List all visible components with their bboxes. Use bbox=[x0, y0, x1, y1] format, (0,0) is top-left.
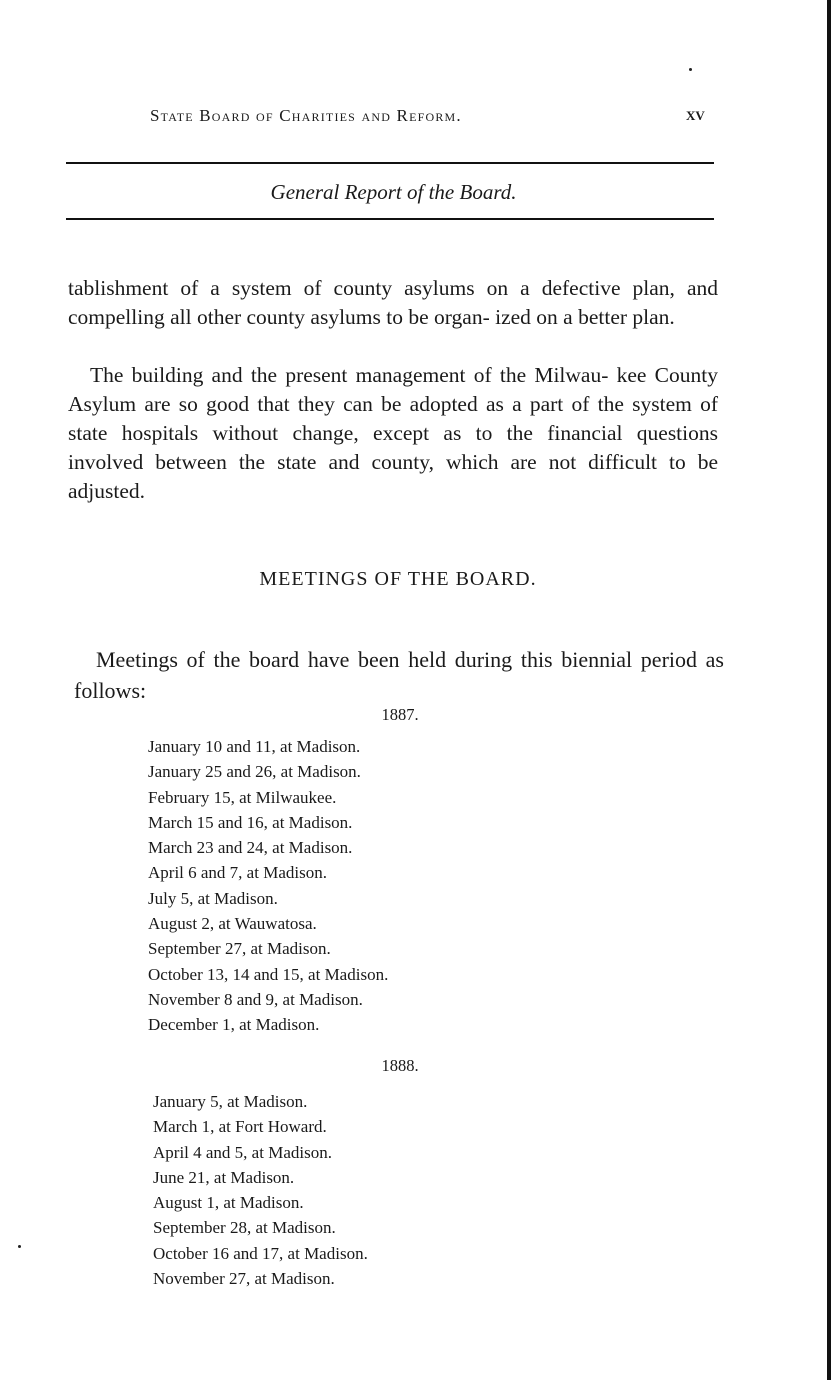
meeting-entry: July 5, at Madison. bbox=[148, 888, 278, 908]
meeting-entry: January 5, at Madison. bbox=[153, 1092, 308, 1111]
meeting-entry: August 2, at Wauwatosa. bbox=[148, 914, 317, 934]
body-paragraph: tablishment of a system of county asylums on a defective plan, and compelling all other county asylums to be organ- ized on a better plan. bbox=[68, 275, 718, 329]
meetings-heading: MEETINGS OF THE BOARD. bbox=[259, 568, 537, 590]
meeting-entry: March 15 and 16, at Madison. bbox=[148, 812, 353, 832]
meeting-entry: November 27, at Madison. bbox=[153, 1269, 335, 1289]
section-title: General Report of the Board. bbox=[270, 180, 517, 204]
header-rule-bottom bbox=[66, 218, 714, 220]
meeting-entry: April 4 and 5, at Madison. bbox=[153, 1142, 332, 1162]
scan-speck bbox=[689, 68, 692, 71]
meeting-entry: December 1, at Madison. bbox=[148, 1015, 320, 1035]
meeting-entry: June 21, at Madison. bbox=[153, 1167, 295, 1187]
meeting-entry: October 13, 14 and 15, at Madison. bbox=[148, 964, 389, 984]
meeting-entry: September 27, at Madison. bbox=[148, 939, 331, 959]
meeting-entry: September 28, at Madison. bbox=[153, 1218, 336, 1238]
meeting-entry: February 15, at Milwaukee. bbox=[148, 787, 337, 807]
meeting-entry: April 6 and 7, at Madison. bbox=[148, 863, 327, 883]
page-edge-shadow bbox=[827, 0, 831, 1380]
scan-speck bbox=[18, 1245, 21, 1248]
page-number: xv bbox=[686, 104, 705, 125]
meeting-entry: January 10 and 11, at Madison. bbox=[148, 737, 361, 756]
header-rule-top bbox=[66, 162, 714, 164]
meeting-entry: October 16 and 17, at Madison. bbox=[153, 1243, 368, 1263]
year-label: 1888. bbox=[381, 1056, 419, 1075]
meeting-entry: August 1, at Madison. bbox=[153, 1193, 304, 1213]
meeting-entry: January 25 and 26, at Madison. bbox=[148, 762, 361, 782]
meeting-entry: November 8 and 9, at Madison. bbox=[148, 989, 363, 1009]
running-title: State Board of Charities and Reform. bbox=[150, 106, 462, 125]
meeting-entry: March 1, at Fort Howard. bbox=[153, 1117, 327, 1137]
body-paragraph: The building and the present management of the Milwau- kee County Asylum are so good that they can be adopted as a part of the system of state hospitals without change, except as to the financial questions involved between the state and county, which are not difficult to be adjusted. bbox=[68, 362, 718, 504]
year-label: 1887. bbox=[381, 705, 419, 724]
meeting-list-1888 bbox=[153, 1089, 368, 1291]
meetings-intro: Meetings of the board have been held during this biennial period as follows: bbox=[74, 647, 724, 703]
meeting-list-1887 bbox=[148, 734, 388, 1038]
meeting-entry: March 23 and 24, at Madison. bbox=[148, 838, 353, 858]
